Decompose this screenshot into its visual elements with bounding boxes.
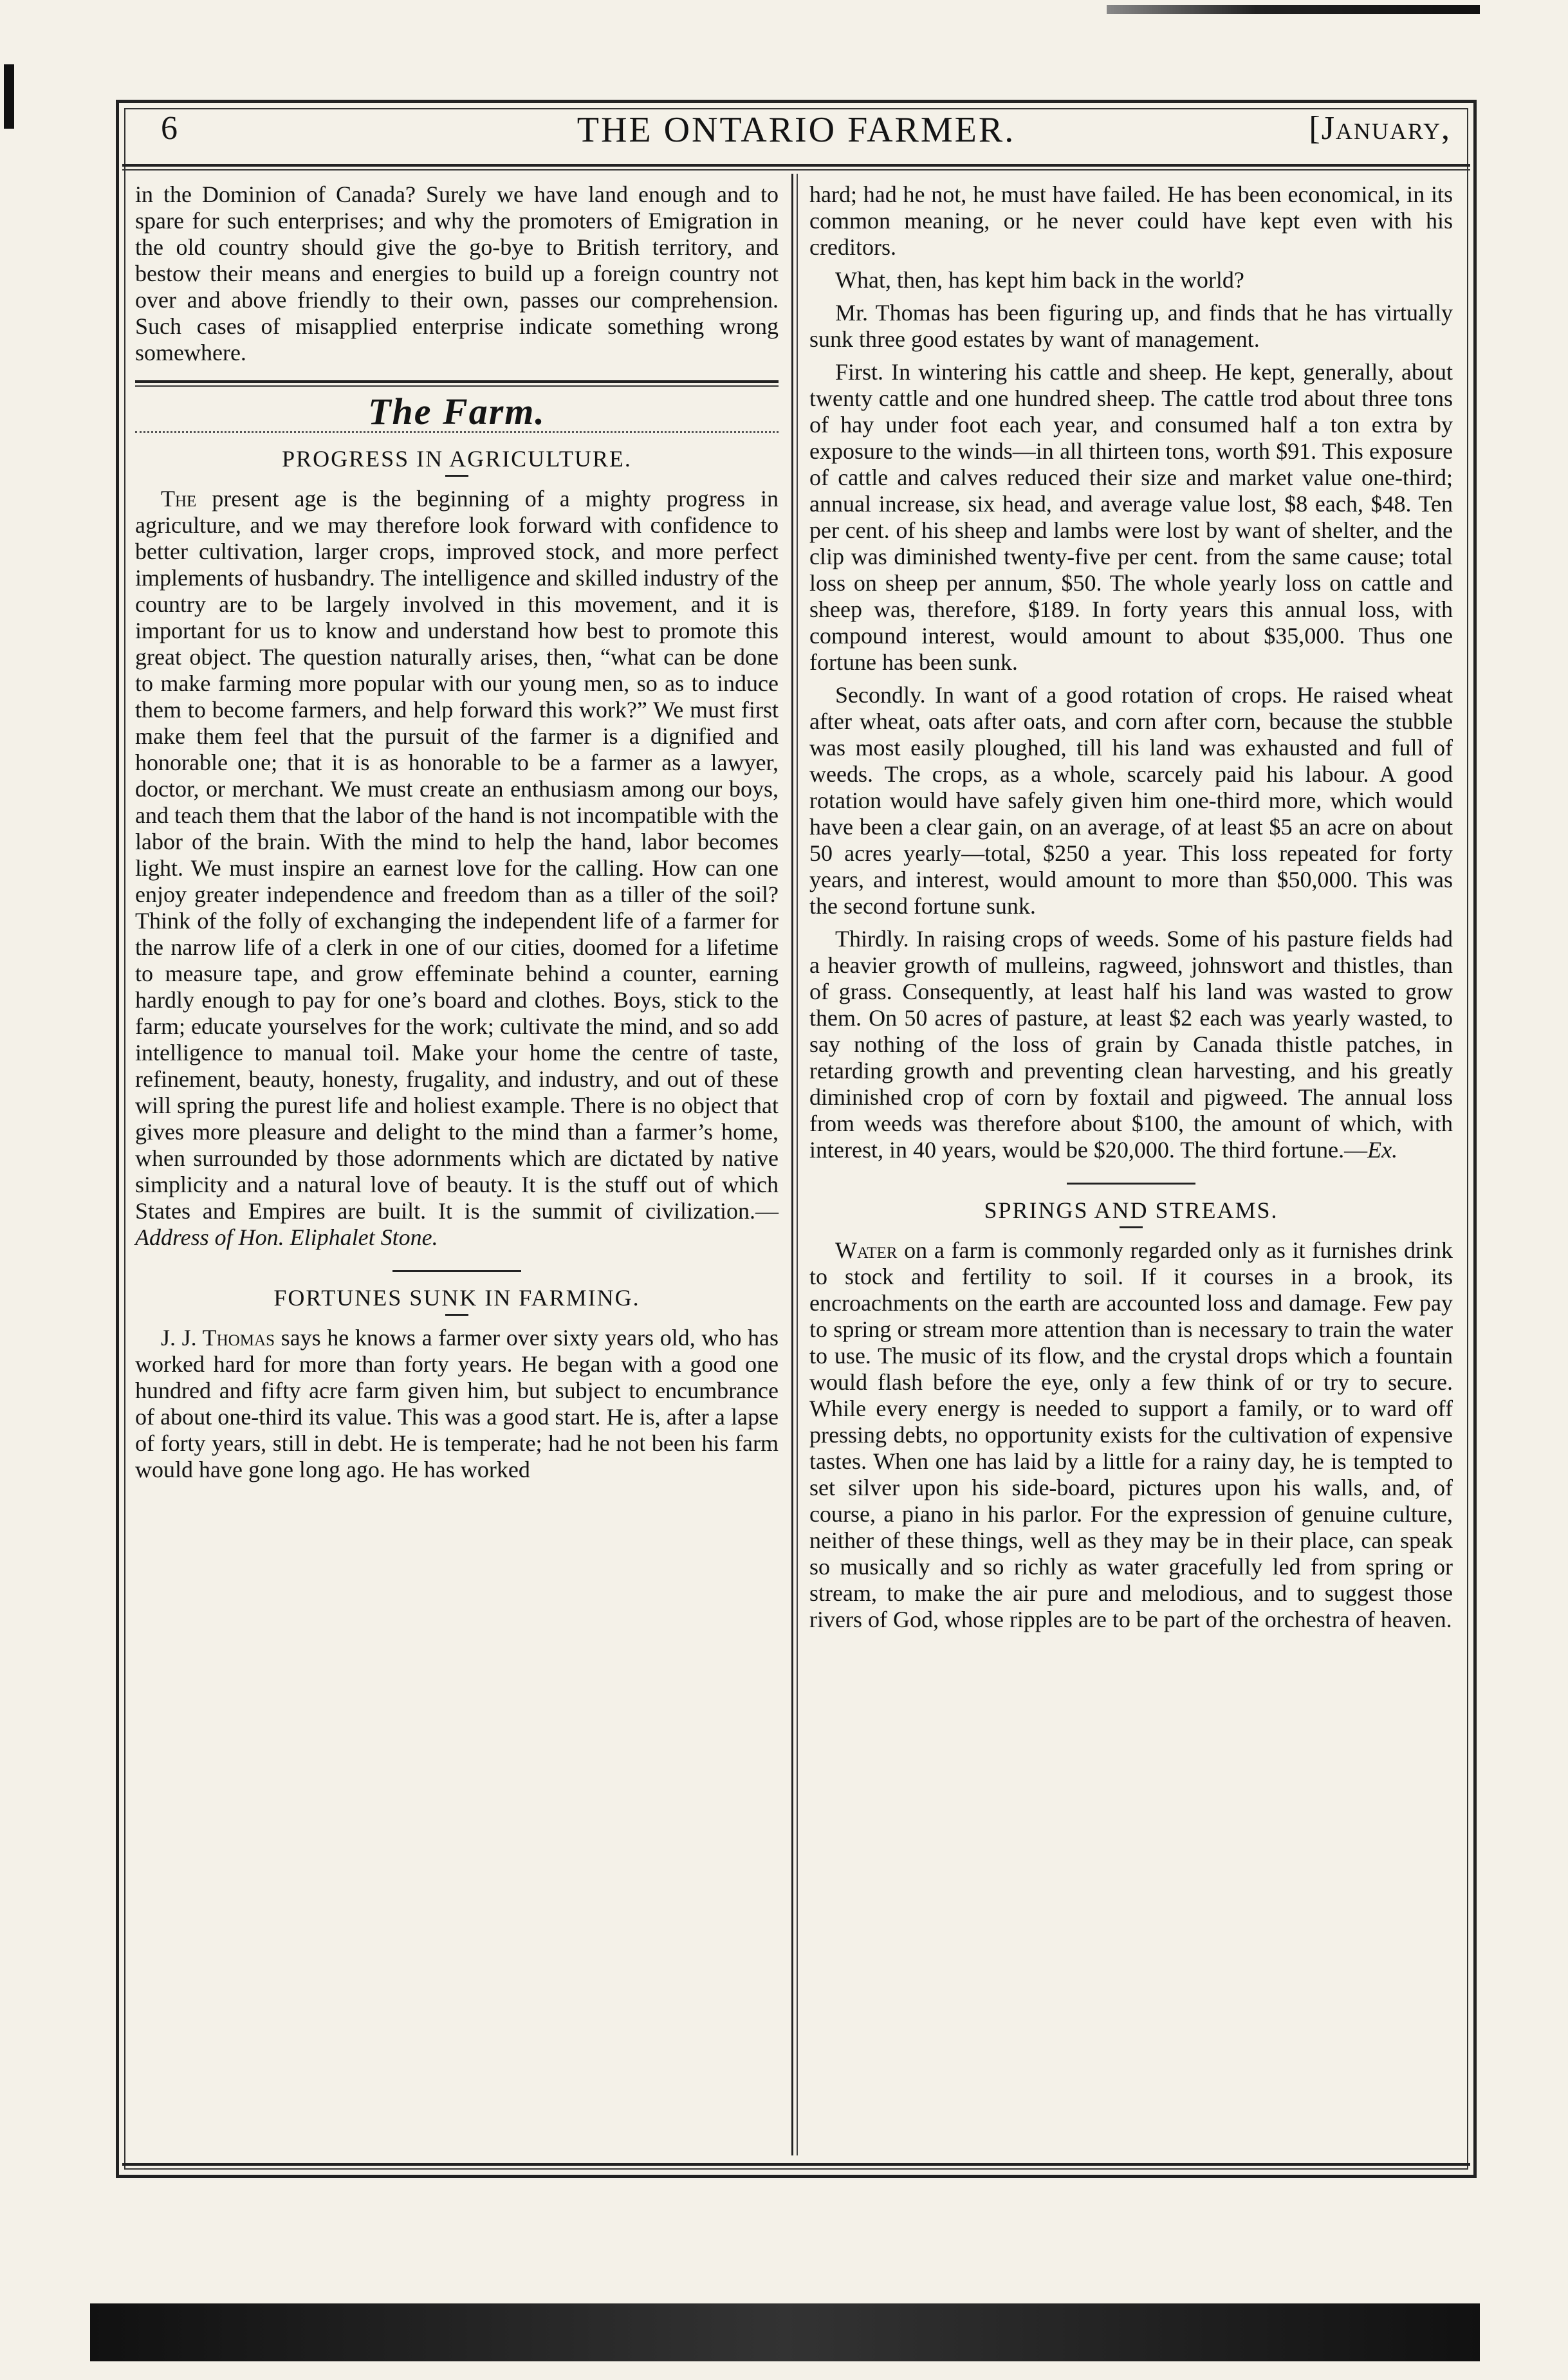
header-rule-thin [122, 169, 1470, 171]
article-heading-progress: PROGRESS IN AGRICULTURE. [282, 446, 632, 472]
heading-dash [445, 1314, 468, 1316]
fortunes-paragraph: Mr. Thomas has been figuring up, and finds that he has virtually sunk three good estates by want of management. [809, 300, 1453, 352]
masthead-title: THE ONTARIO FARMER. [576, 110, 1016, 150]
left-edge-mark [4, 64, 14, 129]
section-rule [135, 380, 779, 383]
article-body-progress [135, 486, 779, 1251]
attribution: Address of Hon. Eliphalet Stone. [135, 1224, 438, 1250]
page-number: 6 [161, 110, 178, 147]
right-column [809, 181, 1453, 1639]
fortunes-continued: hard; had he not, he must have failed. He has been economical, in its common meaning, or he never could have kept even with his creditors. [809, 181, 1453, 260]
body-text: present age is the beginning of a mighty progress in agriculture, and we may therefore look forward with confidence to better cultivation, larger crops, improved stock, and more perfect implements of husbandry. The intelligence and skilled industry of the country are to be largely involved in this movement, and it is important for us to know and understand how best to promote this great object. The question naturally arises, then, “what can be done to make farming more popular with our young men, so as to induce them to become farmers, and help forward this work?” We must first make them feel that the pursuit of the farmer is a dignified and honorable one; that it is as honorable to be a farmer as a lawyer, doctor, or merchant. We must create an enthusiasm among our boys, and teach them that the labor of the hand is not incompatible with the labor of the brain. With the mind to help the hand, labor becomes light. We must inspire an earnest love for the calling. How can one enjoy greater independence and freedom than as a tiller of the soil? Think of the folly of exchanging the independent life of a farmer for the narrow life of a clerk in one of our cities, doomed for a lifetime to measure tape, and grow effeminate behind a counter, earning hardly enough to pay for one’s board and clothes. Boys, stick to the farm; educate yourselves for the work; cultivate the mind, and so add intelligence to manual toil. Make your home the centre of taste, refinement, beauty, honesty, frugality, and industry, and out of these will spring the purest life and holiest example. There is no object that gives more pleasure and delight to the mind than a farmer’s home, when surrounded by those adornments which are dictated by native simplicity and a natural love of beauty. It is the stuff out of which States and Empires are built. It is the summit of civilization.— [135, 486, 779, 1224]
attribution: Ex. [1367, 1137, 1398, 1163]
lead-word: Water [835, 1237, 898, 1263]
article-separator [1067, 1183, 1195, 1185]
article-heading-springs: SPRINGS AND STREAMS. [984, 1197, 1278, 1223]
body-text: Thirdly. In raising crops of weeds. Some of his pasture fields had a heavier growth of mulleins, ragweed, johnswort and thistles, than of grass. Consequently, at least half his land was wasted to grow them. On 50 acres of pasture, at least $2 each was yearly wasted, to say nothing of the loss of grain by Canada thistle patches, in retarding growth and preventing clean harvesting, and his greatly diminished crop of corn by foxtail and pigweed. The annual loss from weeds was therefore about $100, the amount of which, with interest, in 40 years, would be $20,000. The third fortune.— [809, 926, 1453, 1163]
article-body-fortunes [135, 1325, 779, 1483]
lead-word: The [161, 486, 197, 512]
bottom-rule [122, 2163, 1470, 2166]
intro-paragraph: in the Dominion of Canada? Surely we have land enough and to spare for such enterprises; and why the promoters of Emigration in the old country should give the go-bye to British territory, and bestow their means and energies to build up a foreign country not over and above friendly to their own, passes our comprehension. Such cases of misapplied enterprise indicate something wrong somewhere. [135, 181, 779, 365]
fortunes-paragraph: Secondly. In want of a good rotation of crops. He raised wheat after wheat, oats after oats, and corn after corn, because the stubble was most easily ploughed, till his land was exhausted and full of weeds. The crops, as a whole, scarcely paid his labour. A good rotation would have safely given him one-third more, which would have been a clear gain, on an average, of at least $5 an acre on about 50 acres yearly—total, $250 a year. This loss repeated for forty years, and interest, would amount to more than $50,000. This was the second fortune sunk. [809, 682, 1453, 919]
left-column [135, 181, 779, 1490]
issue-month: [January, [1309, 110, 1451, 147]
section-rule-thin [135, 385, 779, 387]
body-text: says he knows a farmer over sixty years old, who has worked hard for more than forty years. He began with a good one hundred and fifty acre farm given him, but subject to encumbrance of about one-third its value. This was a good start. He is, after a lapse of forty years, still in debt. He is temperate; had he not been his farm would have gone long ago. He has worked [135, 1325, 779, 1482]
article-heading-fortunes: FORTUNES SUNK IN FARMING. [273, 1285, 640, 1311]
fortunes-paragraph: What, then, has kept him back in the world? [835, 267, 1244, 293]
column-divider [791, 174, 793, 2155]
column-divider-thin [797, 174, 798, 2155]
article-separator [392, 1270, 521, 1272]
running-header [122, 109, 1470, 161]
fortunes-paragraph [809, 926, 1453, 1163]
heading-dash [1120, 1226, 1143, 1228]
top-edge-rule [1107, 5, 1480, 14]
body-text: on a farm is commonly regarded only as it furnishes drink to stock and fertility to soil. If it courses in a brook, its encroachments on the earth are accounted loss and damage. Few pay to spring or stream more attention than is necessary to train the water to use. The music of its flow, and the crystal drops which a fountain would flash before the eye, only a few think of or try to secure. While every energy is needed to support a family, or to ward off pressing debts, no opportunity exists for the cultivation of expensive tastes. When one has laid by a little for a rainy day, he is tempted to set silver upon his side-board, pictures upon his walls, and, of course, a piano in his parlor. For the expression of genuine culture, neither of these things, well as they may be in their place, can speak so musically and so richly as water gracefully led from spring or stream, to make the air pure and melodious, and to suggest those rivers of God, whose ripples are to be part of the orchestra of heaven. [809, 1237, 1453, 1632]
header-rule [122, 164, 1470, 167]
lead-word: J. J. Thomas [161, 1325, 275, 1351]
fortunes-paragraph: First. In wintering his cattle and sheep. He kept, generally, about twenty cattle and one hundred sheep. The cattle trod about three tons of hay under foot each year, and consumed half a ton extra by exposure to the winds—in all thirteen tons, worth $91. This exposure of cattle and calves reduced their size and market value one-third; annual increase, six head, and average value lost, $8 each, $48. Ten per cent. of his sheep and lambs were lost by want of shelter, and the clip was diminished twenty-five per cent. from the same cause; total loss on sheep per annum, $50. The whole yearly loss on cattle and sheep was, therefore, $189. In forty years this annual loss, with compound interest, would amount to about $35,000. Thus one fortune has been sunk. [809, 359, 1453, 675]
article-body-springs [809, 1237, 1453, 1633]
section-title: The Farm. [368, 391, 546, 432]
heading-dash [445, 475, 468, 477]
scan-edge-bar [90, 2303, 1480, 2361]
